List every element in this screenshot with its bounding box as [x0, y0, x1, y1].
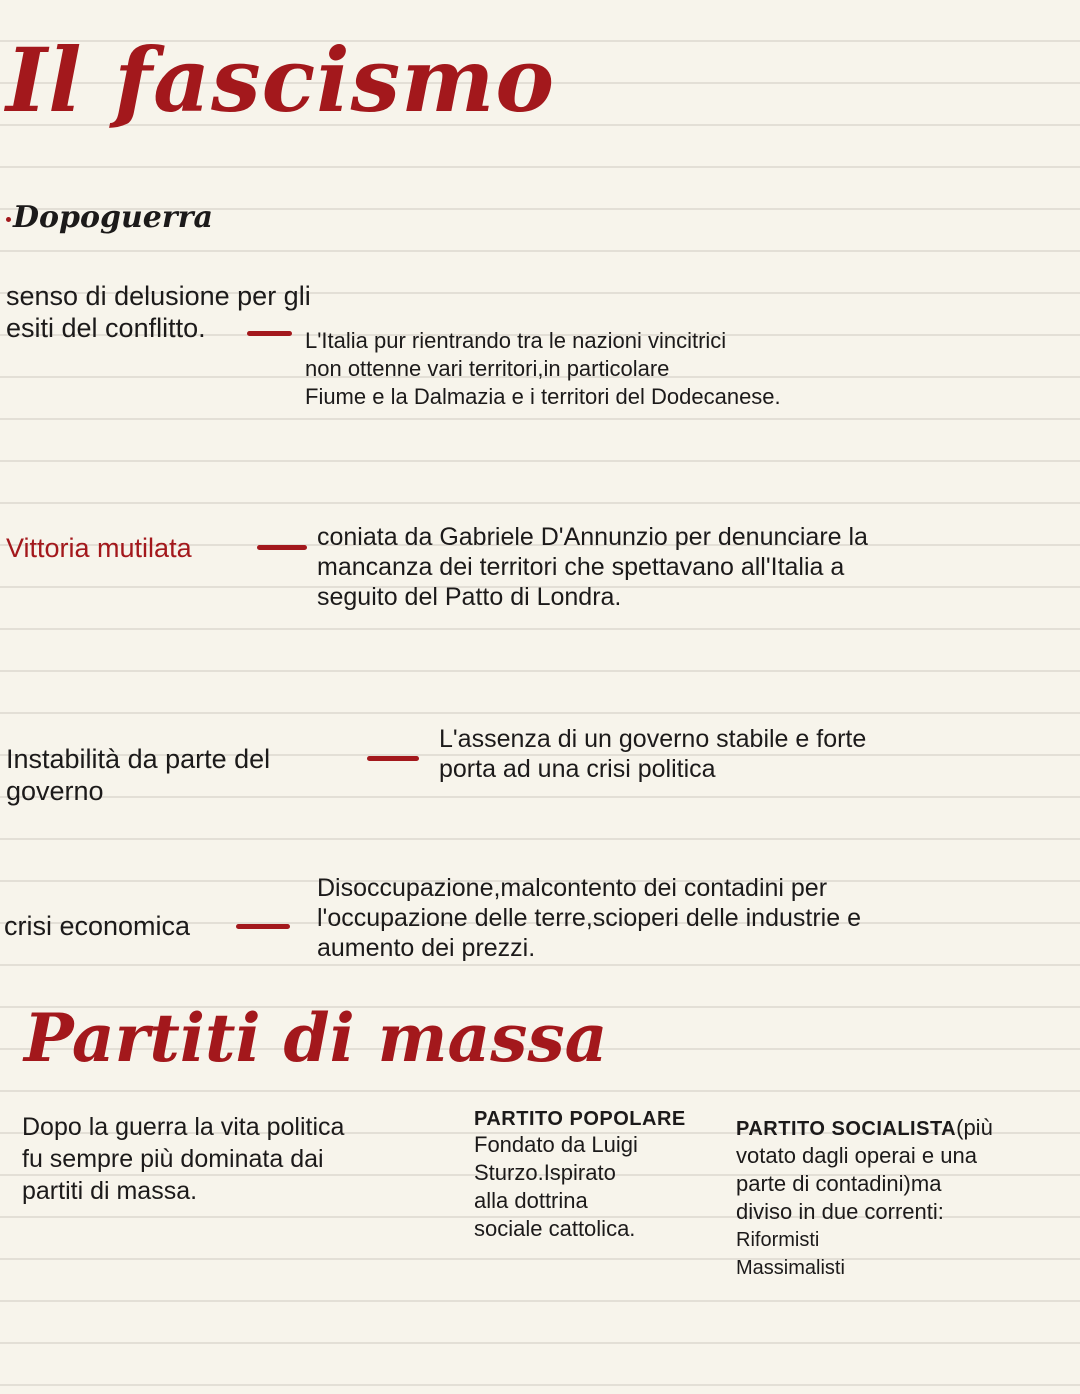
section-heading-text: Dopoguerra — [13, 200, 213, 235]
party-line: parte di contadini)ma — [736, 1171, 942, 1196]
item-desc-instabilita — [439, 724, 866, 784]
party-line: Sturzo.Ispirato — [474, 1160, 616, 1185]
item-desc-crisi-economica — [317, 873, 861, 963]
intro-line: Dopo la guerra la vita politica — [22, 1113, 345, 1141]
bullet-dot — [6, 217, 11, 222]
section-heading-dopoguerra — [6, 200, 213, 235]
connector-line — [257, 545, 307, 550]
desc-line: mancanza dei territori che spettavano all'Italia a — [317, 553, 845, 581]
desc-line: l'occupazione delle terre,scioperi delle industrie e — [317, 904, 861, 932]
label-line: governo — [6, 776, 104, 806]
connector-line — [236, 924, 290, 929]
party-line: Fondato da Luigi — [474, 1132, 638, 1157]
party-title-suffix: (più — [956, 1115, 993, 1140]
desc-line: L'assenza di un governo stabile e forte — [439, 725, 867, 753]
item-label-instabilita — [6, 743, 270, 807]
party-description — [736, 1142, 993, 1282]
party-line: Riformisti — [736, 1229, 820, 1251]
party-line: votato dagli operai e una — [736, 1143, 977, 1168]
party-line: Massimalisti — [736, 1257, 845, 1279]
party-title: PARTITO SOCIALISTA — [736, 1118, 957, 1140]
desc-line: L'Italia pur rientrando tra le nazioni vincitrici — [305, 328, 727, 353]
item-desc-vittoria-mutilata — [317, 522, 868, 612]
party-line: alla dottrina — [474, 1188, 588, 1213]
desc-line: aumento dei prezzi. — [317, 934, 536, 962]
desc-line: Fiume e la Dalmazia e i territori del Dodecanese. — [305, 384, 781, 409]
partito-popolare — [474, 1108, 686, 1243]
partiti-intro — [22, 1111, 344, 1207]
label-line: Vittoria mutilata — [6, 533, 192, 563]
connector-line — [367, 756, 419, 761]
party-line: sociale cattolica. — [474, 1216, 636, 1241]
label-line: crisi economica — [4, 911, 191, 941]
party-title-row — [736, 1114, 993, 1142]
desc-line: non ottenne vari territori,in particolare — [305, 356, 670, 381]
desc-line: coniata da Gabriele D'Annunzio per denunciare la — [317, 523, 868, 551]
page-title: Il fascismo — [6, 28, 556, 132]
party-description — [474, 1131, 686, 1243]
intro-line: fu sempre più dominata dai — [22, 1145, 324, 1173]
item-desc-delusione — [305, 327, 781, 411]
intro-line: partiti di massa. — [22, 1177, 198, 1205]
connector-line — [247, 331, 292, 336]
desc-line: seguito del Patto di Londra. — [317, 583, 622, 611]
party-line: diviso in due correnti: — [736, 1199, 944, 1224]
desc-line: porta ad una crisi politica — [439, 755, 716, 783]
party-title: PARTITO POPOLARE — [474, 1108, 686, 1130]
label-line: esiti del conflitto. — [6, 313, 206, 343]
partito-socialista — [736, 1114, 993, 1282]
item-label-crisi-economica — [4, 910, 190, 942]
label-line: senso di delusione per gli — [6, 281, 311, 311]
section-heading-partiti: Partiti di massa — [24, 999, 608, 1077]
label-line: Instabilità da parte del — [6, 744, 271, 774]
item-label-vittoria-mutilata — [6, 532, 192, 564]
desc-line: Disoccupazione,malcontento dei contadini per — [317, 874, 828, 902]
